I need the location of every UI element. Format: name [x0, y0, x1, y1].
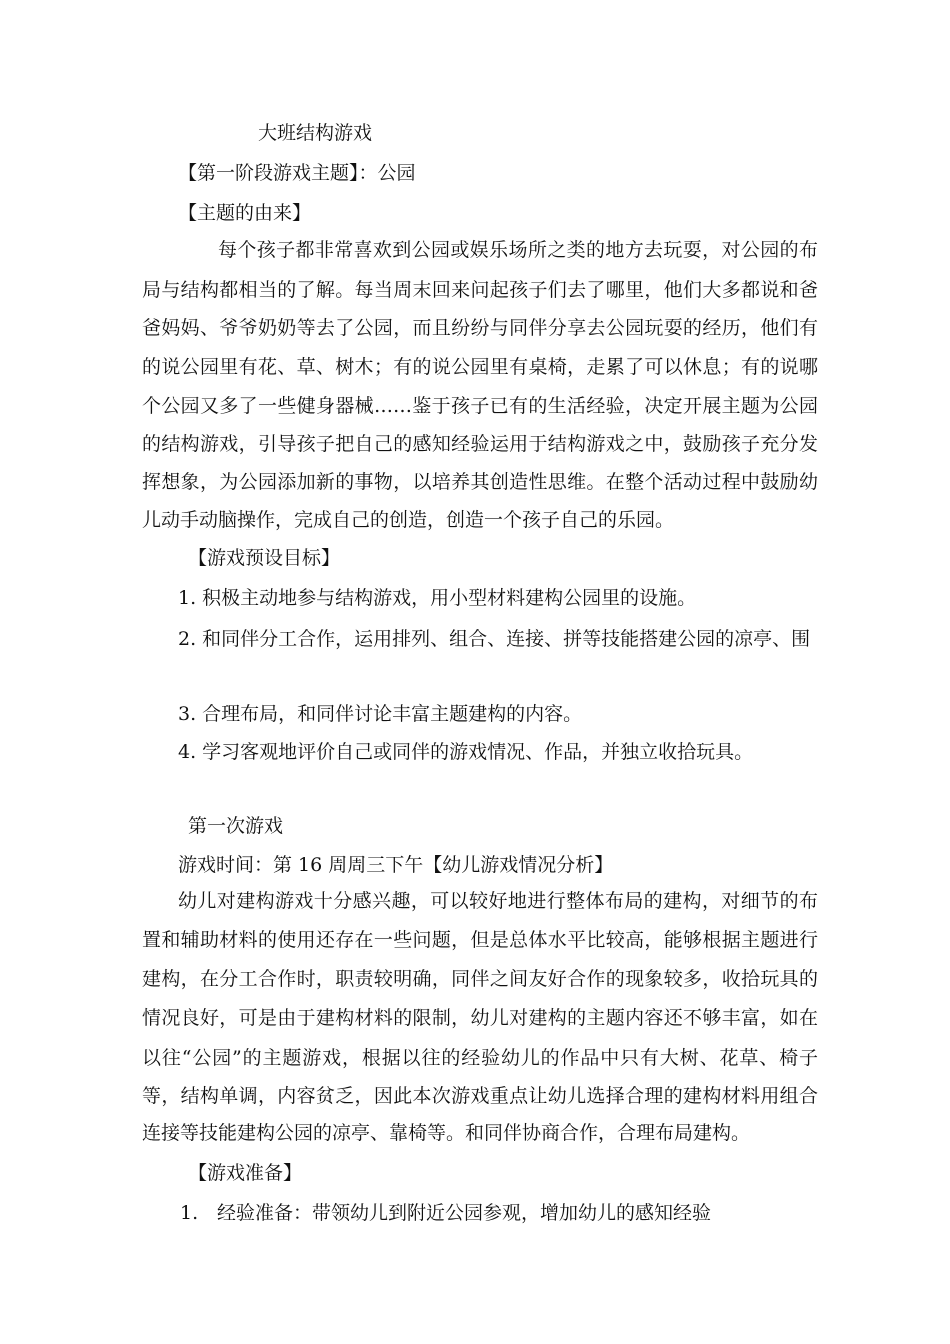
list-item: 4. 学习客观地评价自己或同伴的游戏情况、作品，并独立收拾玩具。: [178, 741, 754, 763]
paragraph-line: 爸妈妈、爷爷奶奶等去了公园，而且纷纷与同伴分享去公园玩耍的经历，他们有: [142, 317, 818, 339]
paragraph-line: 以往“公园”的主题游戏，根据以往的经验幼儿的作品中只有大树、花草、椅子: [142, 1047, 818, 1069]
paragraph-line: 等，结构单调，内容贫乏，因此本次游戏重点让幼儿选择合理的建构材料用组合: [142, 1085, 818, 1107]
paragraph-line: 置和辅助材料的使用还存在一些问题，但是总体水平比较高，能够根据主题进行: [142, 929, 818, 951]
paragraph-line: 的说公园里有花、草、树木；有的说公园里有桌椅，走累了可以休息；有的说哪: [142, 356, 818, 378]
first-game-heading: 第一次游戏: [188, 815, 284, 837]
paragraph-line: 建构，在分工合作时，职责较明确，同伴之间友好合作的现象较多，收拾玩具的: [142, 968, 818, 990]
origin-heading: 【主题的由来】: [178, 202, 312, 224]
document-title: 大班结构游戏: [258, 122, 373, 144]
goals-heading: 【游戏预设目标】: [188, 547, 341, 569]
paragraph-line: 连接等技能建构公园的凉亭、靠椅等。和同伴协商合作，合理布局建构。: [142, 1122, 751, 1144]
list-item: 3. 合理布局，和同伴讨论丰富主题建构的内容。: [178, 703, 583, 725]
paragraph-line: 儿动手动脑操作，完成自己的创造，创造一个孩子自己的乐园。: [142, 509, 675, 531]
paragraph-line: 幼儿对建构游戏十分感兴趣，可以较好地进行整体布局的建构，对细节的布: [178, 890, 818, 912]
prep-heading: 【游戏准备】: [188, 1162, 303, 1184]
game-time: 游戏时间：第 16 周周三下午【幼儿游戏情况分析】: [178, 854, 614, 876]
paragraph-line: 局与结构都相当的了解。每当周末回来问起孩子们去了哪里，他们大多都说和爸: [142, 279, 818, 301]
paragraph-line: 个公园又多了一些健身器械……鉴于孩子已有的生活经验，决定开展主题为公园: [142, 395, 818, 417]
list-item: 2. 和同伴分工合作，运用排列、组合、连接、拼等技能搭建公园的凉亭、围: [178, 628, 811, 650]
stage-theme-heading: 【第一阶段游戏主题】：公园: [178, 162, 416, 184]
paragraph-line: 的结构游戏，引导孩子把自己的感知经验运用于结构游戏之中，鼓励孩子充分发: [142, 433, 818, 455]
paragraph-line: 情况良好，可是由于建构材料的限制，幼儿对建构的主题内容还不够丰富，如在: [142, 1007, 818, 1029]
prep-item-number: 1.: [180, 1202, 199, 1224]
paragraph-line: 挥想象，为公园添加新的事物，以培养其创造性思维。在整个活动过程中鼓励幼: [142, 471, 818, 493]
list-item: 1. 积极主动地参与结构游戏，用小型材料建构公园里的设施。: [178, 587, 697, 609]
prep-item-text: 经验准备：带领幼儿到附近公园参观，增加幼儿的感知经验: [217, 1202, 712, 1224]
paragraph-line: 每个孩子都非常喜欢到公园或娱乐场所之类的地方去玩耍，对公园的布: [218, 239, 818, 261]
